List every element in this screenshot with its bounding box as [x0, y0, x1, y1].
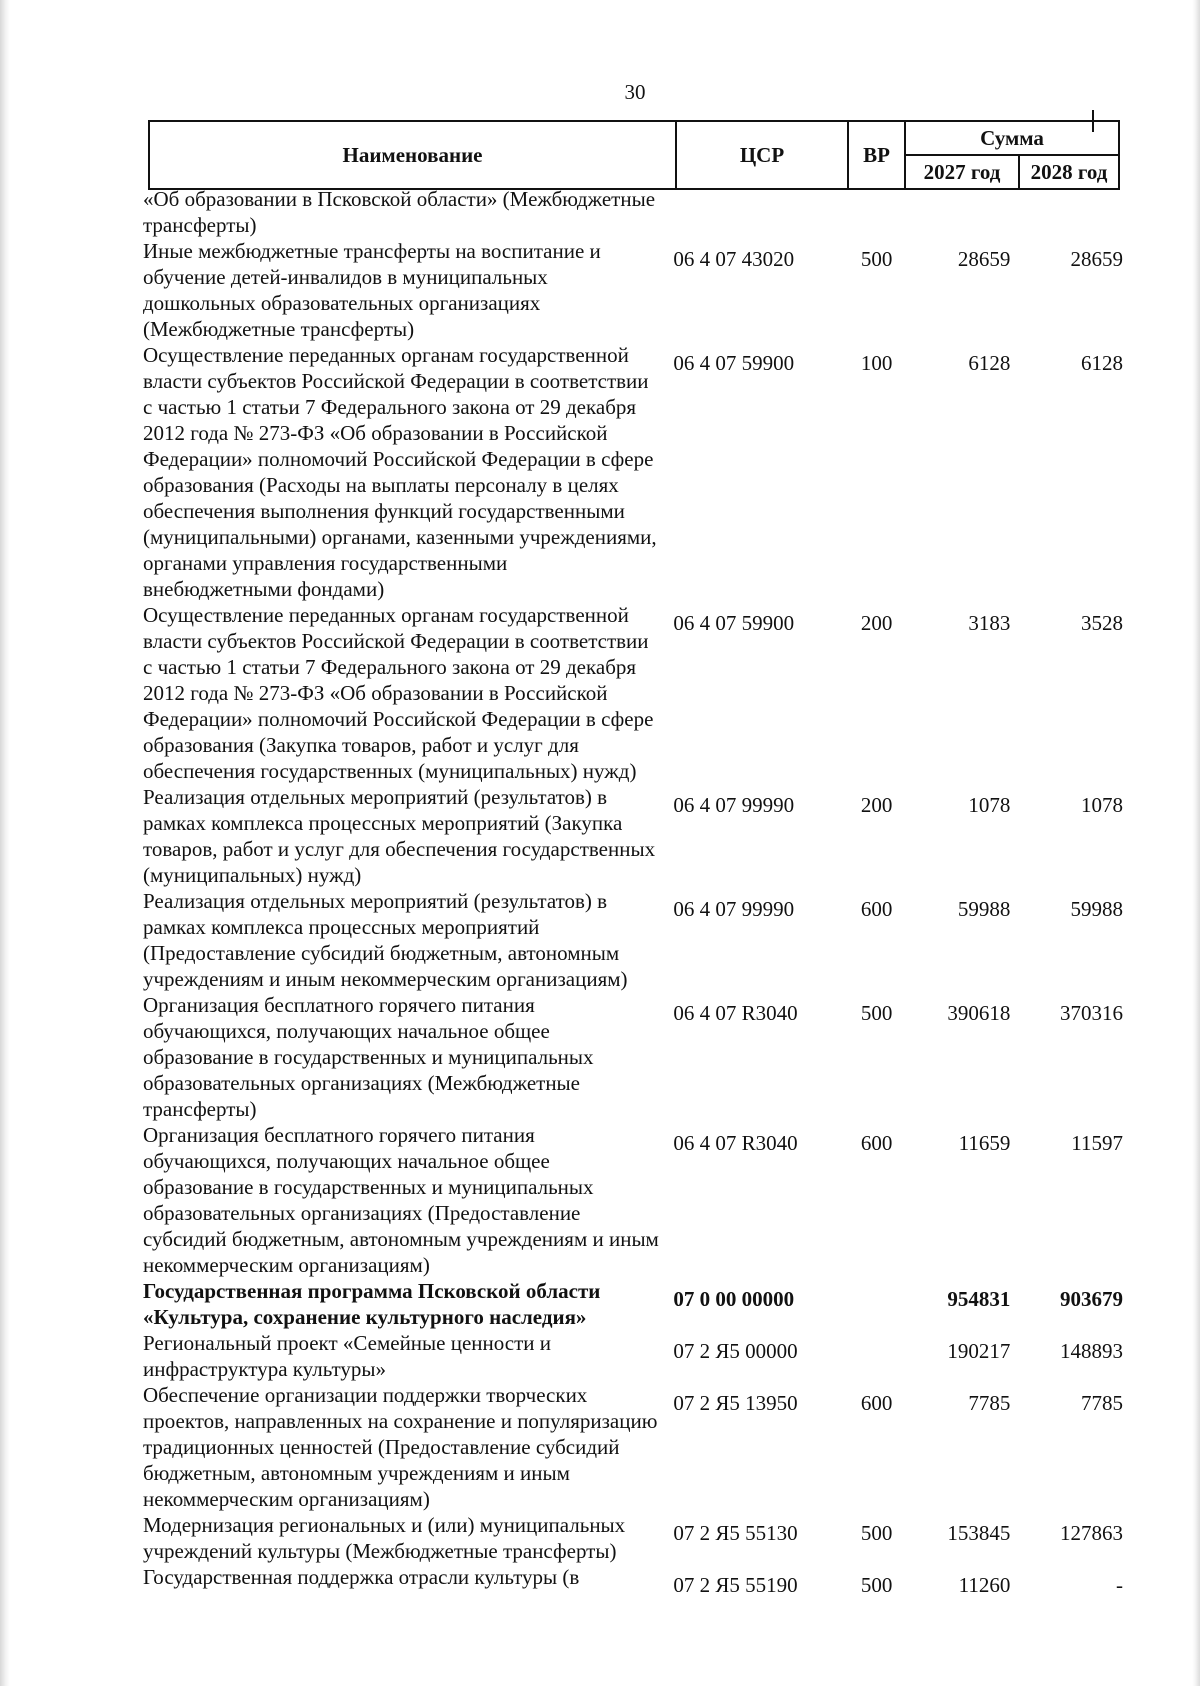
row-vr: 500	[860, 247, 893, 271]
row-sum-2028: 148893	[1060, 1339, 1123, 1363]
row-vr: 500	[860, 1001, 893, 1025]
row-name: Государственная поддержка отрасли культуры (в	[143, 1565, 580, 1589]
header-vr: ВР	[848, 121, 905, 189]
row-csr: 06 4 07 59900	[673, 611, 795, 635]
table-row	[143, 784, 1123, 888]
row-name: Реализация отдельных мероприятий (результатов) в рамках комплекса процессных мероприятий (Закупка товаров, работ и услуг для обеспечения государственных (муниципальных) нужд)	[143, 785, 656, 887]
scan-edge-right	[1192, 0, 1200, 1686]
header-year-2027: 2027 год	[905, 155, 1019, 189]
row-sum-2027: 59988	[957, 897, 1011, 921]
row-csr: 07 2 Я5 13950	[673, 1391, 798, 1415]
row-vr: 600	[860, 1391, 893, 1415]
table-row	[143, 1122, 1123, 1278]
row-vr: 100	[860, 351, 893, 375]
row-csr: 07 2 Я5 55190	[673, 1573, 798, 1597]
row-vr: 500	[860, 1521, 893, 1545]
row-sum-2027	[921, 186, 1011, 194]
row-sum-2027: 6128	[968, 351, 1011, 375]
table-body	[143, 186, 1123, 1598]
row-sum-2028: 28659	[1070, 247, 1123, 271]
row-name: «Об образовании в Псковской области» (Межбюджетные трансферты)	[143, 187, 656, 237]
page-number: 30	[624, 80, 646, 104]
header-sum: Сумма	[905, 121, 1119, 155]
row-vr: 200	[860, 611, 893, 635]
row-vr: 500	[860, 1573, 893, 1597]
table-row	[143, 342, 1123, 602]
table-row	[143, 1564, 1123, 1598]
table-row	[143, 1278, 1123, 1330]
table-row	[143, 1512, 1123, 1564]
row-sum-2027: 3183	[968, 611, 1011, 635]
row-csr: 06 4 07 43020	[673, 247, 795, 271]
row-sum-2028: 127863	[1060, 1521, 1123, 1545]
row-sum-2028: 3528	[1081, 611, 1123, 635]
table-row	[143, 992, 1123, 1122]
table-row	[143, 1330, 1123, 1382]
row-name: Иные межбюджетные трансферты на воспитание и обучение детей-инвалидов в муниципальных дошкольных образовательных организациях (Межбюджетные трансферты)	[143, 239, 601, 341]
row-csr: 07 2 Я5 55130	[673, 1521, 798, 1545]
row-vr: 600	[860, 1131, 893, 1155]
row-vr	[856, 1278, 921, 1286]
row-sum-2027: 153845	[947, 1521, 1011, 1545]
row-csr: 06 4 07 99990	[673, 793, 795, 817]
row-sum-2028: 1078	[1081, 793, 1123, 817]
row-csr: 07 2 Я5 00000	[673, 1339, 798, 1363]
row-sum-2027: 28659	[957, 247, 1011, 271]
header-name: Наименование	[149, 121, 676, 189]
row-sum-2028: 370316	[1060, 1001, 1123, 1025]
row-sum-2027: 190217	[947, 1339, 1011, 1363]
row-csr: 06 4 07 59900	[673, 351, 795, 375]
table-row	[143, 1382, 1123, 1512]
row-sum-2028: -	[1116, 1573, 1123, 1597]
row-name: Государственная программа Псковской области «Культура, сохранение культурного наследия»	[143, 1279, 601, 1329]
row-sum-2027: 1078	[968, 793, 1011, 817]
row-name: Реализация отдельных мероприятий (результатов) в рамках комплекса процессных мероприятий (Предоставление субсидий бюджетным, автономным учреждениям и иным некоммерческим организациям)	[143, 889, 628, 991]
scan-edge-left	[0, 0, 10, 1686]
row-vr	[856, 186, 921, 194]
row-name: Осуществление переданных органам государственной власти субъектов Российской Федерации в соответствии с частью 1 статьи 7 Федерального закона от 29 декабря 2012 года № 273-ФЗ «Об образовании в Российской Федерации» полномочий Российской Федерации в сфере образования (Расходы на выплаты персоналу в целях обеспечения выполнения функций государственными (муниципальными) органами, казенными учреждениями, органами управления государственными внебюджетными фондами)	[143, 343, 657, 601]
row-vr	[856, 1330, 921, 1338]
table-row	[143, 888, 1123, 992]
row-sum-2027: 11260	[958, 1573, 1011, 1597]
row-vr: 600	[860, 897, 893, 921]
row-csr	[659, 186, 855, 194]
row-sum-2027: 7785	[968, 1391, 1011, 1415]
row-sum-2027: 390618	[947, 1001, 1011, 1025]
table-row	[143, 238, 1123, 342]
row-name: Региональный проект «Семейные ценности и инфраструктура культуры»	[143, 1331, 552, 1381]
header-csr: ЦСР	[676, 121, 848, 189]
row-csr: 06 4 07 R3040	[673, 1001, 798, 1025]
row-csr: 06 4 07 R3040	[673, 1131, 798, 1155]
row-sum-2028: 11597	[1071, 1131, 1123, 1155]
row-sum-2028: 7785	[1081, 1391, 1123, 1415]
row-sum-2028: 59988	[1070, 897, 1123, 921]
row-name: Осуществление переданных органам государственной власти субъектов Российской Федерации в соответствии с частью 1 статьи 7 Федерального закона от 29 декабря 2012 года № 273-ФЗ «Об образовании в Российской Федерации» полномочий Российской Федерации в сфере образования (Закупка товаров, работ и услуг для обеспечения государственных (муниципальных) нужд)	[143, 603, 654, 783]
table-row	[143, 602, 1123, 784]
row-sum-2027: 11659	[958, 1131, 1011, 1155]
row-name: Обеспечение организации поддержки творческих проектов, направленных на сохранение и популяризацию традиционных ценностей (Предоставление субсидий бюджетным, автономным учреждениям и иным некоммерческим организациям)	[143, 1383, 658, 1511]
row-vr: 200	[860, 793, 893, 817]
row-csr: 07 0 00 00000	[673, 1287, 795, 1311]
header-year-2028: 2028 год	[1019, 155, 1119, 189]
table-header	[148, 120, 1120, 190]
row-sum-2028: 6128	[1081, 351, 1123, 375]
row-sum-2027: 954831	[947, 1287, 1011, 1311]
table-row	[143, 186, 1123, 238]
row-name: Модернизация региональных и (или) муниципальных учреждений культуры (Межбюджетные трансферты)	[143, 1513, 626, 1563]
row-name: Организация бесплатного горячего питания обучающихся, получающих начальное общее образование в государственных и муниципальных образовательных организациях (Межбюджетные трансферты)	[143, 993, 594, 1121]
row-name: Организация бесплатного горячего питания обучающихся, получающих начальное общее образование в государственных и муниципальных образовательных организациях (Предоставление субсидий бюджетным, автономным учреждениям и иным некоммерческим организациям)	[143, 1123, 659, 1277]
row-csr: 06 4 07 99990	[673, 897, 795, 921]
row-sum-2028	[1010, 186, 1123, 194]
row-sum-2028: 903679	[1060, 1287, 1123, 1311]
